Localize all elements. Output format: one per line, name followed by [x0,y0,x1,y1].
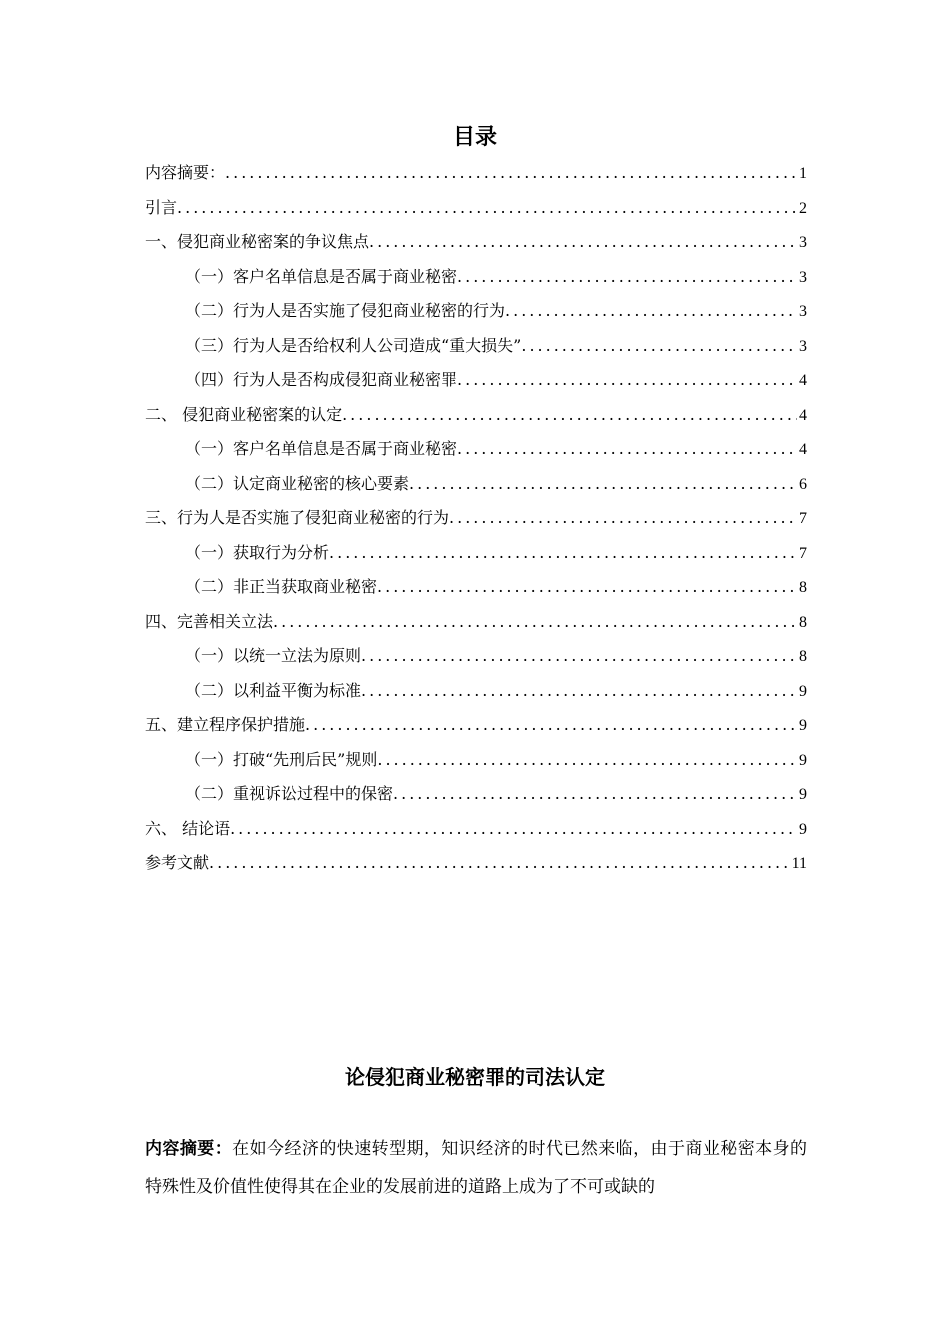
table-of-contents [145,156,807,881]
toc-entry-label: （二）以利益平衡为标准 [185,680,362,700]
toc-entry[interactable] [145,225,807,260]
toc-entry-page-number: 8 [799,648,807,665]
toc-entry-label: （一）打破“先刑后民”规则 [185,749,378,769]
toc-entry[interactable] [145,501,807,536]
toc-entry[interactable] [145,674,807,709]
toc-entry-label: 二、 侵犯商业秘密案的认定 [145,404,343,424]
toc-entry-page-number: 8 [799,579,807,596]
toc-entry[interactable] [145,329,807,364]
toc-entry-label: （二）非正当获取商业秘密 [185,577,378,596]
toc-entry[interactable] [145,432,807,467]
toc-dot-leader [342,398,797,433]
toc-entry-label: （四）行为人是否构成侵犯商业秘密罪 [185,370,458,389]
toc-entry-page-number: 4 [799,406,807,424]
toc-entry-label: （一）获取行为分析 [185,542,330,562]
toc-entry-label: 六、 结论语 [145,818,231,838]
toc-entry-label: 五、建立程序保护措施 [145,715,306,734]
toc-dot-leader [230,812,797,847]
toc-entry-page-number: 11 [791,855,807,872]
toc-dot-leader [177,191,797,226]
toc-entry-page-number: 3 [799,303,807,320]
toc-dot-leader [457,363,797,398]
toc-dot-leader [457,260,797,295]
toc-entry[interactable] [145,467,807,502]
toc-dot-leader [393,777,797,812]
toc-dot-leader [449,501,797,536]
toc-entry-label: （二）行为人是否实施了侵犯商业秘密的行为 [185,301,506,320]
toc-entry-page-number: 9 [799,751,807,769]
toc-dot-leader [409,467,797,502]
toc-entry-label: （三）行为人是否给权利人公司造成“重大损失” [185,335,522,355]
toc-entry[interactable] [145,812,807,847]
toc-entry[interactable] [145,639,807,674]
abstract-label: 内容摘要： [145,1139,233,1159]
abstract-text: 在如今经济的快速转型期，知识经济的时代已然来临，由于商业秘密本身的特殊性及价值性使得其在企业的发展前进的道路上成为了不可或缺的 [145,1139,808,1197]
toc-entry-page-number: 4 [799,372,807,389]
toc-entry[interactable] [145,191,807,226]
abstract-paragraph [145,1130,807,1206]
toc-entry-label: 一、侵犯商业秘密案的争议焦点 [145,232,370,251]
toc-entry-label: 内容摘要： [145,163,226,182]
toc-entry[interactable] [145,536,807,571]
toc-entry-label: 引言 [145,197,178,217]
toc-dot-leader [273,605,797,640]
toc-entry[interactable] [145,363,807,398]
toc-dot-leader [361,639,797,674]
toc-entry-page-number: 9 [799,786,807,803]
toc-entry[interactable] [145,743,807,778]
toc-entry-label: 参考文献 [145,853,210,872]
toc-entry-label: （一）客户名单信息是否属于商业秘密 [185,439,458,458]
toc-entry-page-number: 3 [799,337,807,355]
toc-dot-leader [329,536,797,571]
toc-entry[interactable] [145,846,807,881]
toc-entry[interactable] [145,605,807,640]
toc-dot-leader [369,225,797,260]
toc-entry-page-number: 9 [799,682,807,700]
toc-dot-leader [305,708,797,743]
toc-entry-label: 三、行为人是否实施了侵犯商业秘密的行为 [145,508,450,527]
toc-entry[interactable] [145,708,807,743]
toc-entry-label: （一）客户名单信息是否属于商业秘密 [185,266,458,286]
toc-entry-page-number: 1 [799,165,807,182]
toc-dot-leader [209,846,790,881]
toc-entry-label: 四、完善相关立法 [145,611,274,631]
paper-title: 论侵犯商业秘密罪的司法认定 [345,1065,605,1089]
toc-entry-page-number: 9 [799,820,807,838]
toc-entry[interactable] [145,260,807,295]
toc-dot-leader [225,156,797,191]
toc-dot-leader [505,294,797,329]
toc-entry-page-number: 3 [799,234,807,251]
toc-entry[interactable] [145,777,807,812]
toc-entry-page-number: 8 [799,613,807,631]
toc-title: 目录 [452,124,497,150]
toc-entry-page-number: 2 [799,199,807,217]
toc-entry[interactable] [145,156,807,191]
toc-entry[interactable] [145,294,807,329]
toc-entry-page-number: 3 [799,268,807,286]
toc-entry-label: （二）认定商业秘密的核心要素 [185,473,410,493]
toc-dot-leader [361,674,797,709]
toc-entry-page-number: 7 [799,544,807,562]
toc-dot-leader [457,432,797,467]
toc-dot-leader [521,329,797,364]
toc-dot-leader [377,743,797,778]
toc-entry-page-number: 7 [799,510,807,527]
toc-dot-leader [377,570,797,605]
toc-entry-label: （一）以统一立法为原则 [185,646,362,665]
toc-entry-page-number: 6 [799,475,807,493]
toc-entry-page-number: 9 [799,717,807,734]
toc-entry[interactable] [145,570,807,605]
toc-entry-page-number: 4 [799,441,807,458]
toc-entry[interactable] [145,398,807,433]
toc-entry-label: （二）重视诉讼过程中的保密 [185,784,394,803]
